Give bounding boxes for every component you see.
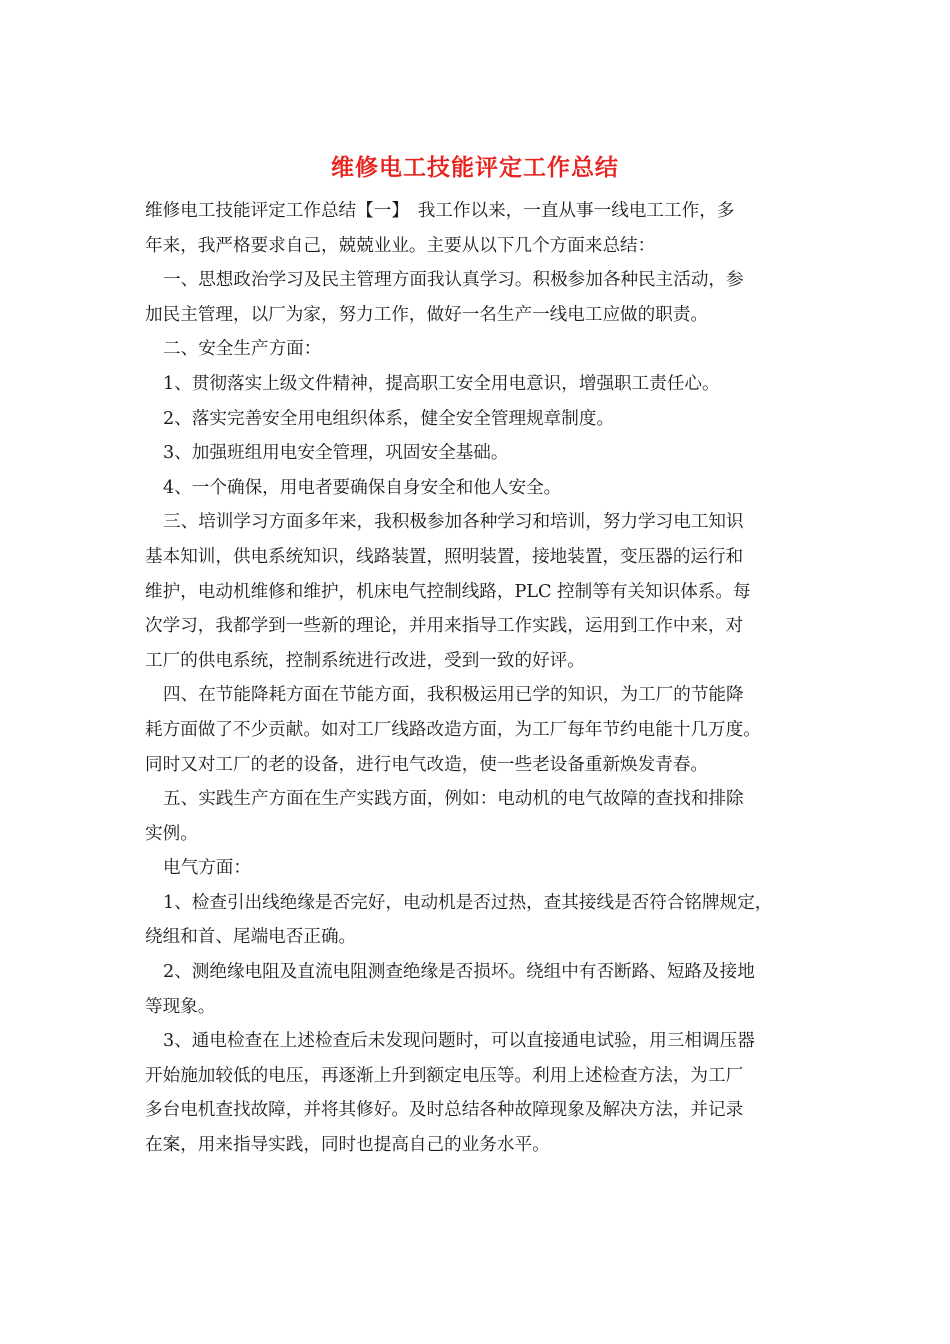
document-body: [145, 194, 813, 1163]
text-line: 维护，电动机维修和维护，机床电气控制线路，PLC 控制等有关知识体系。每: [145, 581, 751, 602]
text-line: 三、培训学习方面多年来，我积极参加各种学习和培训，努力学习电工知识: [163, 512, 744, 533]
text-line: 3、加强班组用电安全管理，巩固安全基础。: [163, 443, 509, 464]
text-line: 实例。: [145, 823, 198, 844]
text-line: 等现象。: [145, 996, 216, 1017]
text-line: 维修电工技能评定工作总结【一】 我工作以来，一直从事一线电工工作，多: [145, 201, 735, 221]
text-line: 工厂的供电系统，控制系统进行改进，受到一致的好评。: [145, 650, 585, 671]
text-line: 在案，用来指导实践，同时也提高自己的业务水平。: [145, 1135, 550, 1156]
text-line: 加民主管理，以厂为家，努力工作，做好一名生产一线电工应做的职责。: [145, 304, 709, 325]
text-line: 4、一个确保，用电者要确保自身安全和他人安全。: [163, 477, 562, 498]
text-line: 耗方面做了不少贡献。如对工厂线路改造方面，为工厂每年节约电能十几万度。: [145, 719, 761, 740]
text-line: 年来，我严格要求自己，兢兢业业。主要从以下几个方面来总结：: [145, 235, 656, 256]
text-line: 开始施加较低的电压，再逐渐上升到额定电压等。利用上述检查方法，为工厂: [145, 1065, 744, 1086]
text-line: 同时又对工厂的老的设备，进行电气改造，使一些老设备重新焕发青春。: [145, 754, 709, 775]
text-line: 次学习，我都学到一些新的理论，并用来指导工作实践，运用到工作中来，对: [145, 616, 744, 637]
text-line: 一、思想政治学习及民主管理方面我认真学习。积极参加各种民主活动，参: [163, 270, 744, 291]
text-line: 五、实践生产方面在生产实践方面，例如：电动机的电气故障的查找和排除: [163, 789, 744, 810]
text-line: 多台电机查找故障，并将其修好。及时总结各种故障现象及解决方法，并记录: [145, 1100, 744, 1121]
document-title: 维修电工技能评定工作总结: [331, 154, 619, 181]
text-line: 1、贯彻落实上级文件精神，提高职工安全用电意识，增强职工责任心。: [163, 373, 720, 394]
text-line: 3、通电检查在上述检查后未发现问题时，可以直接通电试验，用三相调压器: [163, 1031, 755, 1052]
text-line: 基本知训，供电系统知识，线路装置，照明装置，接地装置，变压器的运行和: [145, 546, 744, 567]
text-line: 二、安全生产方面：: [163, 339, 322, 360]
text-line: 电气方面：: [163, 858, 251, 879]
text-line: 2、测绝缘电阻及直流电阻测查绝缘是否损坏。绕组中有否断路、短路及接地: [163, 962, 755, 983]
text-line: 绕组和首、尾端电否正确。: [145, 927, 357, 948]
text-line: 四、在节能降耗方面在节能方面，我积极运用已学的知识，为工厂的节能降: [163, 685, 744, 706]
text-line: 1、检查引出线绝缘是否完好，电动机是否过热，查其接线是否符合铭牌规定，: [163, 892, 773, 913]
text-line: 2、落实完善安全用电组织体系，健全安全管理规章制度。: [163, 408, 615, 429]
